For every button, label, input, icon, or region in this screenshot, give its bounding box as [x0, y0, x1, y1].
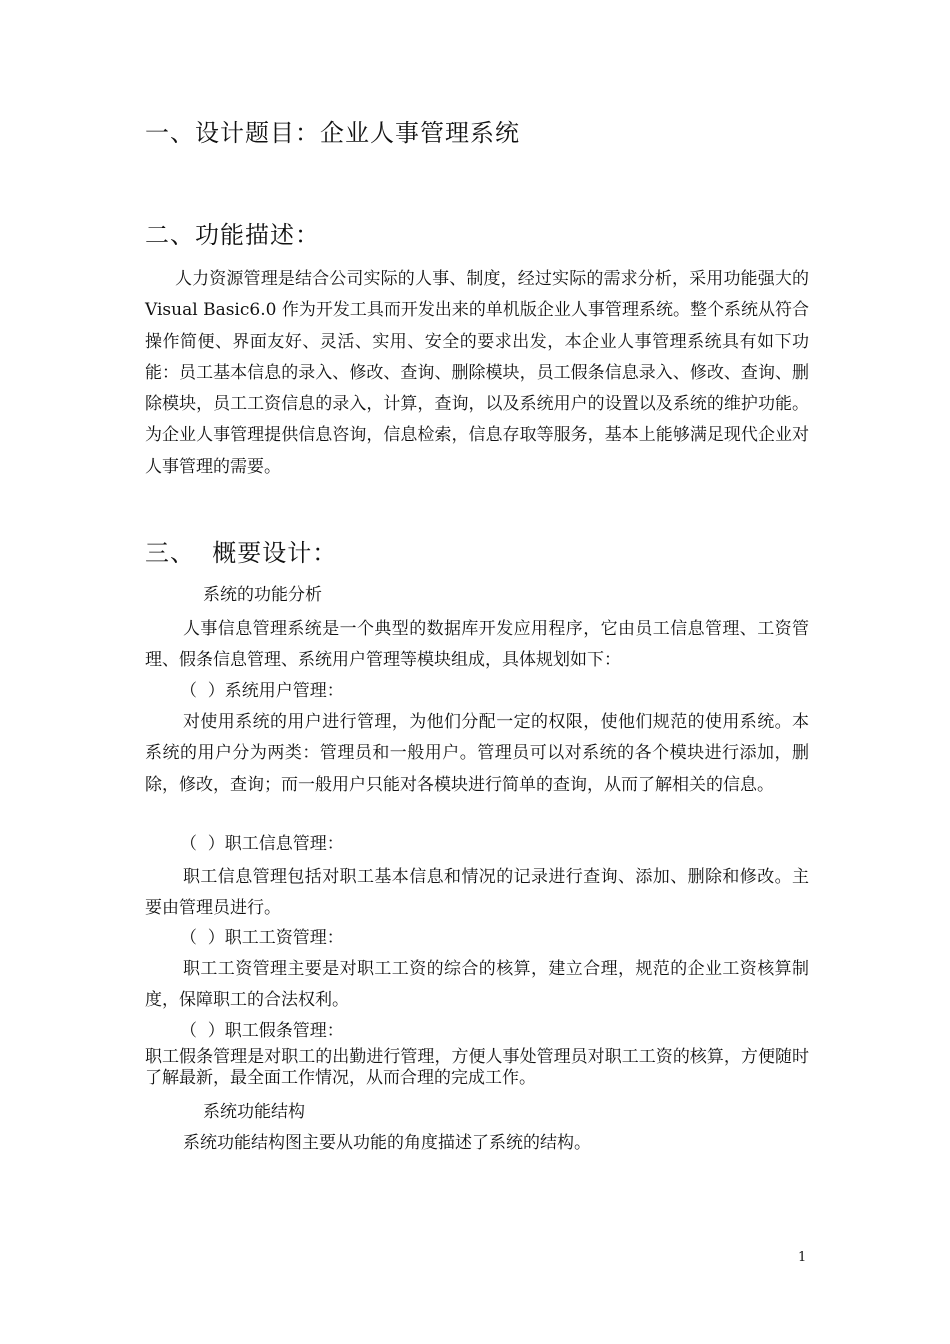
- heading-overview-design: 三、 概要设计：: [145, 539, 338, 567]
- heading-design-topic: 一、设计题目：企业人事管理系统: [145, 119, 520, 147]
- subheading-function-structure: 系统功能结构: [203, 1102, 305, 1122]
- function-description-paragraph: 人力资源管理是结合公司实际的人事、制度，经过实际的需求分析，采用功能强大的 Visual Basic6.0 作为开发工具而开发出来的单机版企业人事管理系统。整个系统从符合操作简便、界面友好、灵活、实用、安全的要求出发，本企业人事管理系统具有如下功能：员工基本信息的录入、修改、查询、删除模块，员工假条信息录入、修改、查询、删除模块，员工工资信息的录入，计算，查询，以及系统用户的设置以及系统的维护功能。为企业人事管理提供信息咨询，信息检索，信息存取等服务，基本上能够满足现代企业对人事管理的需要。: [145, 269, 809, 477]
- item-leave-title: （ ）职工假条管理：: [180, 1021, 344, 1041]
- item-employee-info-text: 职工信息管理包括对职工基本信息和情况的记录进行查询、添加、删除和修改。主要由管理员进行。: [145, 867, 809, 919]
- function-structure-text: 系统功能结构图主要从功能的角度描述了系统的结构。: [183, 1133, 591, 1153]
- heading-function-description: 二、功能描述：: [145, 221, 320, 249]
- function-analysis-intro: 人事信息管理系统是一个典型的数据库开发应用程序，它由员工信息管理、工资管理、假条信息管理、系统用户管理等模块组成，具体规划如下：: [145, 619, 809, 671]
- item-salary-title: （ ）职工工资管理：: [180, 928, 344, 948]
- page-number: 1: [798, 1250, 807, 1265]
- subheading-function-analysis: 系统的功能分析: [203, 585, 322, 605]
- item-system-user-title: （ ）系统用户管理：: [180, 681, 344, 701]
- item-salary-text: 职工工资管理主要是对职工工资的综合的核算，建立合理，规范的企业工资核算制度，保障职工的合法权利。: [145, 959, 809, 1011]
- item-employee-info-title: （ ）职工信息管理：: [180, 834, 344, 854]
- item-leave-text: 职工假条管理是对职工的出勤进行管理，方便人事处管理员对职工工资的核算，方便随时了解最新，最全面工作情况，从而合理的完成工作。: [145, 1047, 809, 1088]
- item-system-user-text: 对使用系统的用户进行管理，为他们分配一定的权限，使他们规范的使用系统。本系统的用户分为两类：管理员和一般用户。管理员可以对系统的各个模块进行添加，删除，修改，查询；而一般用户只能对各模块进行简单的查询，从而了解相关的信息。: [145, 712, 809, 795]
